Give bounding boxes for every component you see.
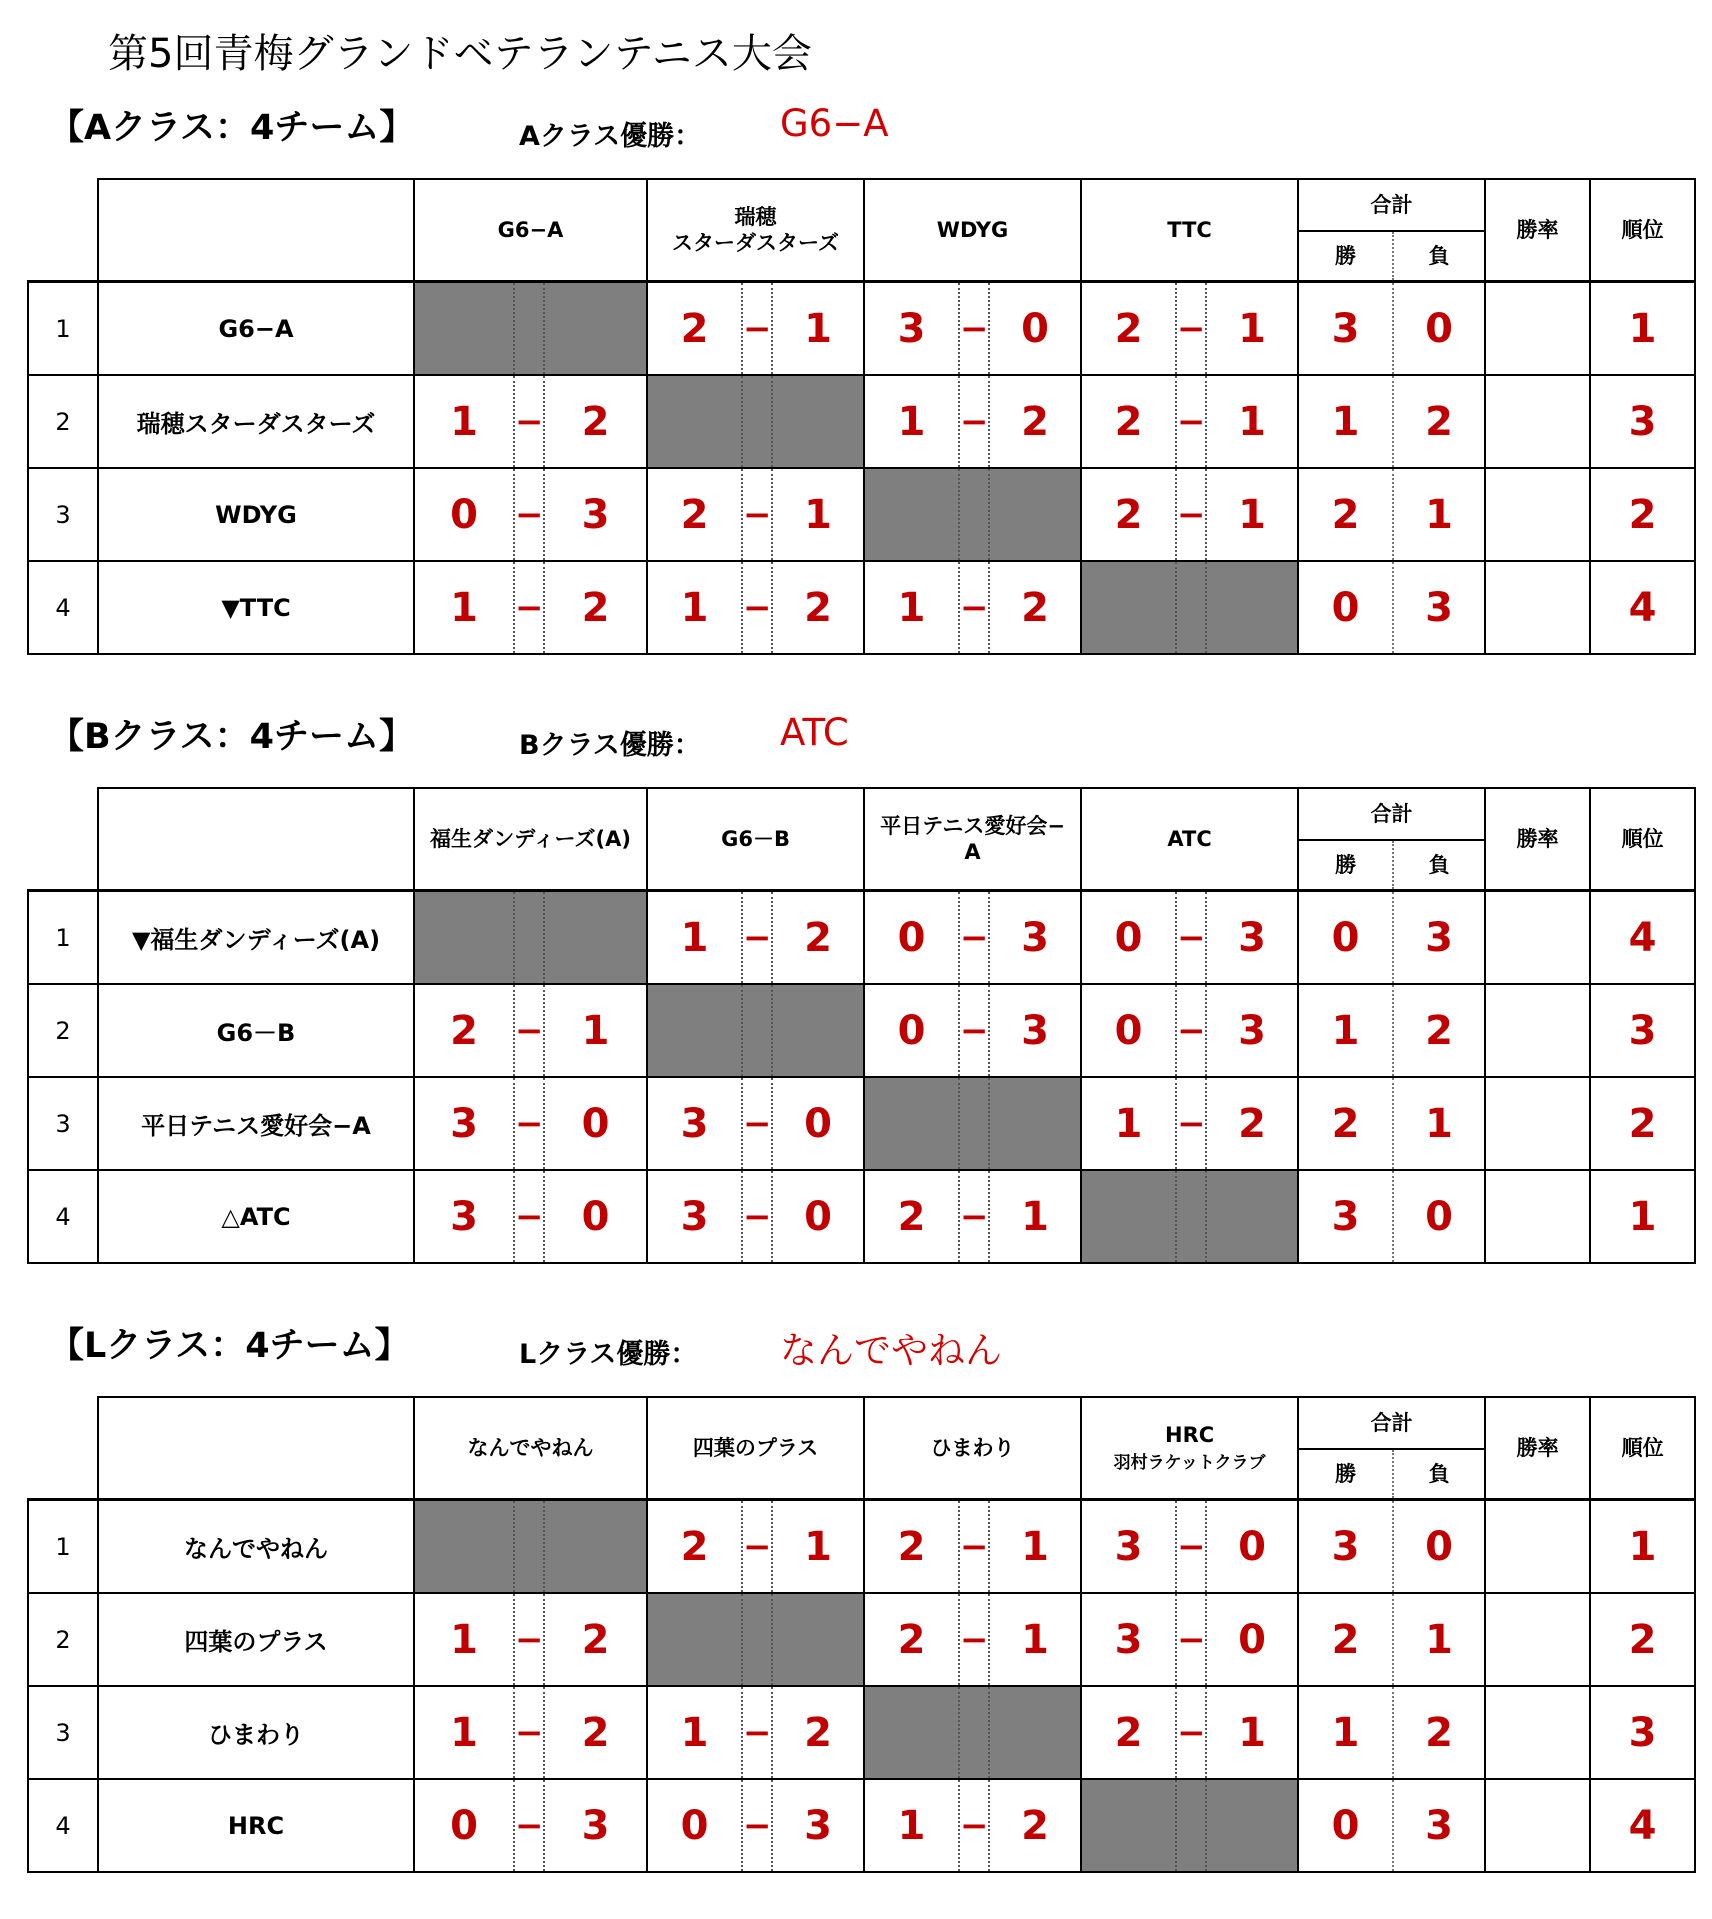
win-rate bbox=[1485, 984, 1590, 1077]
rank-header: 順位 bbox=[1590, 788, 1695, 891]
team-name: G6−A bbox=[98, 282, 414, 376]
self-match-cell bbox=[1206, 1170, 1298, 1263]
score-left: 2 bbox=[864, 1500, 959, 1594]
score-left: 2 bbox=[414, 984, 514, 1077]
rank-value: 2 bbox=[1590, 1077, 1695, 1170]
rank-value: 1 bbox=[1590, 1500, 1695, 1594]
column-header bbox=[647, 179, 864, 282]
self-match-cell bbox=[742, 375, 772, 468]
score-left: 0 bbox=[414, 468, 514, 561]
column-header bbox=[414, 179, 647, 282]
column-header-label: G6－B bbox=[721, 826, 790, 851]
column-header bbox=[864, 788, 1081, 891]
win-count: 0 bbox=[1298, 1779, 1393, 1872]
win-count: 3 bbox=[1298, 1500, 1393, 1594]
score-left: 0 bbox=[1081, 984, 1176, 1077]
self-match-cell bbox=[989, 1077, 1081, 1170]
self-match-cell bbox=[1081, 1779, 1176, 1872]
score-dash: − bbox=[742, 1500, 772, 1594]
score-right: 2 bbox=[772, 891, 864, 985]
score-dash: − bbox=[742, 561, 772, 654]
score-right: 2 bbox=[989, 1779, 1081, 1872]
self-match-cell bbox=[414, 282, 514, 376]
column-header-label: なんでやねん bbox=[467, 1435, 594, 1460]
rank-value: 4 bbox=[1590, 1779, 1695, 1872]
total-header: 合計 bbox=[1298, 179, 1485, 231]
score-left: 3 bbox=[864, 282, 959, 376]
score-right: 0 bbox=[544, 1077, 647, 1170]
score-right: 2 bbox=[544, 1593, 647, 1686]
table-row bbox=[28, 561, 1695, 654]
score-dash: − bbox=[959, 1170, 989, 1263]
score-dash: − bbox=[742, 468, 772, 561]
corner-blank bbox=[28, 1397, 98, 1500]
loss-count: 1 bbox=[1393, 468, 1485, 561]
team-name: △ATC bbox=[98, 1170, 414, 1263]
section-label: 【Lクラス：4チーム】 bbox=[49, 1326, 410, 1366]
loss-count: 3 bbox=[1393, 1779, 1485, 1872]
score-dash: − bbox=[514, 984, 544, 1077]
self-match-cell bbox=[544, 891, 647, 985]
score-left: 1 bbox=[864, 375, 959, 468]
self-match-cell bbox=[989, 1686, 1081, 1779]
score-right: 1 bbox=[1206, 375, 1298, 468]
score-right: 1 bbox=[1206, 1686, 1298, 1779]
row-number: 2 bbox=[28, 984, 98, 1077]
win-rate bbox=[1485, 561, 1590, 654]
table-row bbox=[28, 984, 1695, 1077]
team-name: 瑞穂スターダスターズ bbox=[98, 375, 414, 468]
score-right: 1 bbox=[772, 468, 864, 561]
score-dash: − bbox=[742, 1077, 772, 1170]
section-header bbox=[27, 100, 1697, 178]
score-left: 1 bbox=[414, 1686, 514, 1779]
self-match-cell bbox=[647, 1593, 742, 1686]
score-dash: − bbox=[959, 561, 989, 654]
row-number: 3 bbox=[28, 1686, 98, 1779]
score-left: 1 bbox=[414, 561, 514, 654]
self-match-cell bbox=[989, 468, 1081, 561]
column-header-label: 四葉のプラス bbox=[692, 1435, 819, 1460]
score-right: 0 bbox=[1206, 1593, 1298, 1686]
section-header bbox=[27, 1318, 1697, 1396]
rank-value: 2 bbox=[1590, 1593, 1695, 1686]
loss-count: 2 bbox=[1393, 984, 1485, 1077]
winner-name: ATC bbox=[780, 711, 849, 754]
column-header bbox=[1081, 179, 1298, 282]
team-name: 四葉のプラス bbox=[98, 1593, 414, 1686]
score-dash: − bbox=[514, 1593, 544, 1686]
self-match-cell bbox=[1081, 561, 1176, 654]
loss-count: 0 bbox=[1393, 1170, 1485, 1263]
team-name: HRC bbox=[98, 1779, 414, 1872]
score-dash: − bbox=[959, 282, 989, 376]
rate-header: 勝率 bbox=[1485, 179, 1590, 282]
win-count: 1 bbox=[1298, 375, 1393, 468]
score-right: 0 bbox=[772, 1170, 864, 1263]
loss-header: 負 bbox=[1393, 840, 1485, 891]
column-header-label: 羽村ラケットクラブ bbox=[1113, 1453, 1266, 1473]
score-right: 2 bbox=[1206, 1077, 1298, 1170]
rank-value: 4 bbox=[1590, 891, 1695, 985]
row-number: 1 bbox=[28, 282, 98, 376]
self-match-cell bbox=[514, 1500, 544, 1594]
team-header-blank bbox=[98, 1397, 414, 1500]
table-row bbox=[28, 468, 1695, 561]
win-count: 2 bbox=[1298, 468, 1393, 561]
score-dash: − bbox=[959, 1593, 989, 1686]
win-count: 2 bbox=[1298, 1593, 1393, 1686]
column-header-label: ひまわり bbox=[930, 1435, 1015, 1460]
column-header-label: 瑞穂 bbox=[734, 204, 777, 229]
self-match-cell bbox=[647, 984, 742, 1077]
win-count: 3 bbox=[1298, 1170, 1393, 1263]
corner-blank bbox=[28, 179, 98, 282]
column-header-label: A bbox=[964, 840, 981, 864]
win-rate bbox=[1485, 1779, 1590, 1872]
score-dash: − bbox=[742, 891, 772, 985]
score-left: 0 bbox=[1081, 891, 1176, 985]
score-right: 1 bbox=[772, 282, 864, 376]
rate-header: 勝率 bbox=[1485, 1397, 1590, 1500]
column-header-label: WDYG bbox=[936, 217, 1009, 242]
score-right: 3 bbox=[544, 1779, 647, 1872]
section-header bbox=[27, 709, 1697, 787]
score-left: 2 bbox=[647, 468, 742, 561]
column-header-label: HRC bbox=[1165, 1422, 1215, 1447]
self-match-cell bbox=[772, 1593, 864, 1686]
loss-count: 2 bbox=[1393, 375, 1485, 468]
team-name: ひまわり bbox=[98, 1686, 414, 1779]
header-row bbox=[28, 788, 1695, 840]
self-match-cell bbox=[772, 375, 864, 468]
score-left: 1 bbox=[864, 1779, 959, 1872]
standings-table bbox=[27, 1396, 1696, 1873]
score-left: 3 bbox=[1081, 1593, 1176, 1686]
score-dash: − bbox=[959, 1500, 989, 1594]
win-rate bbox=[1485, 375, 1590, 468]
rank-header: 順位 bbox=[1590, 1397, 1695, 1500]
self-match-cell bbox=[864, 1686, 959, 1779]
score-right: 3 bbox=[989, 891, 1081, 985]
total-header: 合計 bbox=[1298, 1397, 1485, 1449]
table-row bbox=[28, 282, 1695, 376]
win-count: 0 bbox=[1298, 561, 1393, 654]
row-number: 1 bbox=[28, 891, 98, 985]
table-row bbox=[28, 1779, 1695, 1872]
win-count: 2 bbox=[1298, 1077, 1393, 1170]
score-right: 3 bbox=[544, 468, 647, 561]
score-dash: − bbox=[742, 1779, 772, 1872]
row-number: 1 bbox=[28, 1500, 98, 1594]
score-dash: − bbox=[1176, 282, 1206, 376]
score-right: 2 bbox=[544, 1686, 647, 1779]
self-match-cell bbox=[544, 1500, 647, 1594]
score-right: 1 bbox=[1206, 282, 1298, 376]
table-row bbox=[28, 891, 1695, 985]
self-match-cell bbox=[959, 1686, 989, 1779]
table-row bbox=[28, 1077, 1695, 1170]
column-header bbox=[414, 788, 647, 891]
win-rate bbox=[1485, 1077, 1590, 1170]
loss-count: 0 bbox=[1393, 282, 1485, 376]
rank-header: 順位 bbox=[1590, 179, 1695, 282]
score-dash: − bbox=[1176, 891, 1206, 985]
score-right: 0 bbox=[544, 1170, 647, 1263]
score-left: 1 bbox=[1081, 1077, 1176, 1170]
score-left: 0 bbox=[647, 1779, 742, 1872]
self-match-cell bbox=[742, 1593, 772, 1686]
team-header-blank bbox=[98, 179, 414, 282]
standings-table bbox=[27, 787, 1696, 1264]
table-row bbox=[28, 1500, 1695, 1594]
score-left: 2 bbox=[1081, 375, 1176, 468]
score-left: 1 bbox=[864, 561, 959, 654]
win-header: 勝 bbox=[1298, 840, 1393, 891]
rank-value: 4 bbox=[1590, 561, 1695, 654]
loss-header: 負 bbox=[1393, 1449, 1485, 1500]
score-left: 3 bbox=[414, 1170, 514, 1263]
row-number: 3 bbox=[28, 1077, 98, 1170]
score-right: 1 bbox=[544, 984, 647, 1077]
team-name: G6－B bbox=[98, 984, 414, 1077]
win-rate bbox=[1485, 1686, 1590, 1779]
score-dash: − bbox=[514, 561, 544, 654]
win-rate bbox=[1485, 1170, 1590, 1263]
win-header: 勝 bbox=[1298, 1449, 1393, 1500]
score-left: 1 bbox=[414, 1593, 514, 1686]
win-count: 1 bbox=[1298, 1686, 1393, 1779]
section-label: 【Aクラス：4チーム】 bbox=[49, 108, 415, 148]
score-left: 0 bbox=[414, 1779, 514, 1872]
total-header: 合計 bbox=[1298, 788, 1485, 840]
score-dash: − bbox=[514, 468, 544, 561]
score-left: 2 bbox=[1081, 468, 1176, 561]
column-header bbox=[647, 1397, 864, 1500]
team-name: ▼TTC bbox=[98, 561, 414, 654]
self-match-cell bbox=[1206, 1779, 1298, 1872]
section-label: 【Bクラス：4チーム】 bbox=[49, 717, 414, 757]
score-left: 1 bbox=[647, 561, 742, 654]
column-header bbox=[414, 1397, 647, 1500]
table-row bbox=[28, 1170, 1695, 1263]
score-left: 3 bbox=[414, 1077, 514, 1170]
win-rate bbox=[1485, 468, 1590, 561]
rank-value: 2 bbox=[1590, 468, 1695, 561]
rank-value: 1 bbox=[1590, 282, 1695, 376]
score-left: 0 bbox=[864, 984, 959, 1077]
score-right: 2 bbox=[544, 561, 647, 654]
column-header-label: スターダスターズ bbox=[672, 231, 839, 255]
win-rate bbox=[1485, 1593, 1590, 1686]
team-name: なんでやねん bbox=[98, 1500, 414, 1594]
row-number: 2 bbox=[28, 1593, 98, 1686]
row-number: 4 bbox=[28, 1779, 98, 1872]
score-left: 0 bbox=[864, 891, 959, 985]
self-match-cell bbox=[1206, 561, 1298, 654]
rank-value: 3 bbox=[1590, 1686, 1695, 1779]
win-count: 1 bbox=[1298, 984, 1393, 1077]
standings-table bbox=[27, 178, 1696, 655]
column-header bbox=[864, 179, 1081, 282]
win-rate bbox=[1485, 891, 1590, 985]
loss-count: 3 bbox=[1393, 561, 1485, 654]
row-number: 4 bbox=[28, 561, 98, 654]
score-dash: − bbox=[514, 1170, 544, 1263]
score-right: 1 bbox=[989, 1500, 1081, 1594]
column-header-label: 平日テニス愛好会− bbox=[880, 813, 1065, 838]
score-right: 3 bbox=[1206, 984, 1298, 1077]
score-right: 1 bbox=[989, 1170, 1081, 1263]
score-left: 2 bbox=[864, 1593, 959, 1686]
winner-label: Bクラス優勝： bbox=[519, 730, 701, 761]
header-row bbox=[28, 1397, 1695, 1449]
self-match-cell bbox=[742, 984, 772, 1077]
score-right: 0 bbox=[989, 282, 1081, 376]
winner-label: Lクラス優勝： bbox=[519, 1339, 698, 1370]
score-left: 3 bbox=[647, 1170, 742, 1263]
column-header bbox=[864, 1397, 1081, 1500]
score-right: 3 bbox=[1206, 891, 1298, 985]
loss-count: 2 bbox=[1393, 1686, 1485, 1779]
rank-value: 1 bbox=[1590, 1170, 1695, 1263]
score-left: 3 bbox=[1081, 1500, 1176, 1594]
score-dash: − bbox=[1176, 1077, 1206, 1170]
score-right: 1 bbox=[989, 1593, 1081, 1686]
score-right: 3 bbox=[772, 1779, 864, 1872]
score-right: 2 bbox=[989, 375, 1081, 468]
self-match-cell bbox=[1081, 1170, 1176, 1263]
winner-name: G6−A bbox=[780, 102, 889, 145]
self-match-cell bbox=[514, 282, 544, 376]
loss-count: 3 bbox=[1393, 891, 1485, 985]
score-right: 2 bbox=[772, 561, 864, 654]
page-title: 第5回青梅グランドベテランテニス大会 bbox=[108, 31, 812, 77]
score-dash: − bbox=[742, 282, 772, 376]
score-right: 1 bbox=[772, 1500, 864, 1594]
score-left: 2 bbox=[647, 282, 742, 376]
score-dash: − bbox=[1176, 375, 1206, 468]
self-match-cell bbox=[864, 1077, 959, 1170]
table-row bbox=[28, 1686, 1695, 1779]
score-dash: − bbox=[959, 984, 989, 1077]
header-row bbox=[28, 179, 1695, 231]
score-dash: − bbox=[1176, 1500, 1206, 1594]
self-match-cell bbox=[1176, 1779, 1206, 1872]
self-match-cell bbox=[772, 984, 864, 1077]
score-right: 0 bbox=[772, 1077, 864, 1170]
win-count: 0 bbox=[1298, 891, 1393, 985]
win-rate bbox=[1485, 282, 1590, 376]
column-header bbox=[1081, 1397, 1298, 1500]
corner-blank bbox=[28, 788, 98, 891]
score-dash: − bbox=[959, 375, 989, 468]
score-right: 2 bbox=[989, 561, 1081, 654]
self-match-cell bbox=[1176, 1170, 1206, 1263]
self-match-cell bbox=[864, 468, 959, 561]
self-match-cell bbox=[544, 282, 647, 376]
column-header bbox=[647, 788, 864, 891]
self-match-cell bbox=[1176, 561, 1206, 654]
column-header-label: G6−A bbox=[497, 217, 564, 242]
column-header-label: 福生ダンディーズ(A) bbox=[430, 826, 631, 851]
score-left: 2 bbox=[1081, 1686, 1176, 1779]
winner-label: Aクラス優勝： bbox=[519, 121, 702, 152]
loss-count: 1 bbox=[1393, 1077, 1485, 1170]
score-left: 1 bbox=[647, 1686, 742, 1779]
winner-name: なんでやねん bbox=[780, 1329, 1002, 1372]
score-right: 2 bbox=[544, 375, 647, 468]
team-header-blank bbox=[98, 788, 414, 891]
score-dash: − bbox=[959, 1779, 989, 1872]
score-dash: − bbox=[1176, 1593, 1206, 1686]
team-name: WDYG bbox=[98, 468, 414, 561]
row-number: 2 bbox=[28, 375, 98, 468]
rank-value: 3 bbox=[1590, 984, 1695, 1077]
score-left: 2 bbox=[647, 1500, 742, 1594]
loss-count: 1 bbox=[1393, 1593, 1485, 1686]
self-match-cell bbox=[514, 891, 544, 985]
row-number: 4 bbox=[28, 1170, 98, 1263]
self-match-cell bbox=[959, 468, 989, 561]
win-count: 3 bbox=[1298, 282, 1393, 376]
score-dash: − bbox=[742, 1170, 772, 1263]
win-header: 勝 bbox=[1298, 231, 1393, 282]
score-left: 3 bbox=[647, 1077, 742, 1170]
column-header bbox=[1081, 788, 1298, 891]
score-left: 2 bbox=[1081, 282, 1176, 376]
self-match-cell bbox=[959, 1077, 989, 1170]
team-name: 平日テニス愛好会−A bbox=[98, 1077, 414, 1170]
column-header-label: TTC bbox=[1167, 217, 1212, 242]
loss-count: 0 bbox=[1393, 1500, 1485, 1594]
table-row bbox=[28, 1593, 1695, 1686]
score-dash: − bbox=[514, 375, 544, 468]
score-dash: − bbox=[959, 891, 989, 985]
loss-header: 負 bbox=[1393, 231, 1485, 282]
score-right: 3 bbox=[989, 984, 1081, 1077]
win-rate bbox=[1485, 1500, 1590, 1594]
score-dash: − bbox=[742, 1686, 772, 1779]
team-name: ▼福生ダンディーズ(A) bbox=[98, 891, 414, 985]
self-match-cell bbox=[414, 1500, 514, 1594]
score-left: 2 bbox=[864, 1170, 959, 1263]
section-b bbox=[27, 709, 1697, 1240]
table-row bbox=[28, 375, 1695, 468]
score-left: 1 bbox=[414, 375, 514, 468]
score-right: 1 bbox=[1206, 468, 1298, 561]
rate-header: 勝率 bbox=[1485, 788, 1590, 891]
score-dash: − bbox=[514, 1077, 544, 1170]
section-l bbox=[27, 1318, 1697, 1849]
self-match-cell bbox=[647, 375, 742, 468]
row-number: 3 bbox=[28, 468, 98, 561]
score-dash: − bbox=[514, 1686, 544, 1779]
score-dash: − bbox=[514, 1779, 544, 1872]
score-right: 0 bbox=[1206, 1500, 1298, 1594]
section-a bbox=[27, 100, 1697, 631]
rank-value: 3 bbox=[1590, 375, 1695, 468]
column-header-label: ATC bbox=[1167, 826, 1212, 851]
score-right: 2 bbox=[772, 1686, 864, 1779]
self-match-cell bbox=[414, 891, 514, 985]
score-dash: − bbox=[1176, 468, 1206, 561]
score-left: 1 bbox=[647, 891, 742, 985]
score-dash: − bbox=[1176, 984, 1206, 1077]
score-dash: − bbox=[1176, 1686, 1206, 1779]
